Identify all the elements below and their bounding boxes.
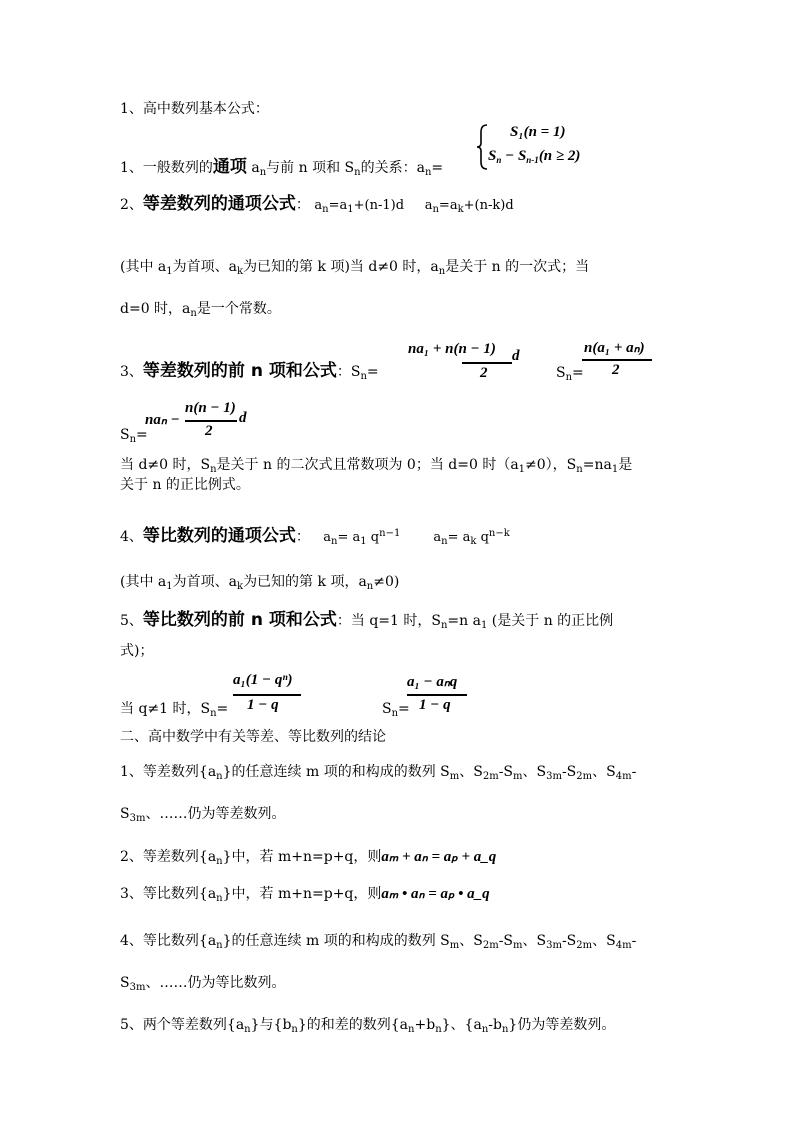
sub: 3m — [546, 940, 562, 951]
t: -b — [488, 1017, 502, 1033]
t: 、S — [459, 933, 483, 949]
t: S — [120, 975, 130, 991]
t: 是关于 n 的二次式且常数项为 0；当 d=0 时（a — [216, 457, 519, 473]
t: ≠0），S — [525, 457, 577, 473]
sub: 1 — [347, 204, 354, 215]
sub: 2m — [482, 940, 499, 951]
sup: n−1 — [379, 528, 401, 539]
t: -S — [498, 933, 514, 949]
t: }中，若 m+n=p+q，则 — [222, 849, 382, 865]
keyword-dengbi-tongxiang: 等比数列的通项公式 — [142, 526, 296, 546]
t: }的和差的数列{a — [297, 1017, 409, 1033]
t: = — [398, 701, 410, 717]
conclusion-3 — [120, 885, 490, 903]
sub: n — [259, 167, 267, 178]
sub: n — [440, 620, 448, 631]
formula-sn-geo-2 — [407, 672, 469, 714]
t: }中，若 m+n=p+q，则 — [222, 886, 382, 902]
den: 1 − q — [247, 697, 279, 713]
sub: 1 — [518, 464, 526, 475]
sub: k — [470, 536, 477, 547]
piecewise-case2 — [488, 148, 580, 165]
formula-sn-arith-3 — [145, 398, 255, 438]
t: =na — [582, 457, 612, 473]
sub: 3m — [129, 813, 146, 824]
sub: 3m — [129, 982, 146, 993]
t: ： — [336, 613, 351, 629]
t: }与{b — [250, 1017, 292, 1033]
formula-sn-arith-1 — [408, 338, 520, 381]
t: +(n-1)d — [353, 198, 405, 213]
t: =a — [438, 198, 458, 213]
t: 为已知的第 k 项)当 d≠0 时，a — [243, 259, 439, 275]
sub: 4m — [615, 771, 632, 782]
sub: m — [513, 771, 523, 782]
sub: k — [237, 581, 244, 592]
sub: 4m — [615, 940, 632, 951]
t: 3、 — [120, 364, 143, 380]
keyword-dengcha-qianxiang: 等差数列的前 n 项和公式 — [142, 361, 337, 381]
t: = — [216, 701, 229, 717]
t: +b — [414, 1017, 436, 1033]
text: 1、一般数列的 — [120, 160, 213, 176]
sub: n — [216, 893, 223, 904]
item3-line — [120, 362, 379, 381]
den: 2 — [205, 423, 213, 439]
t: 、S — [522, 764, 547, 780]
t: 是关于 n 的一次式；当 — [445, 259, 590, 275]
formula-sn-arith-2 — [582, 338, 662, 378]
sub: n — [366, 581, 374, 592]
t: 、S — [522, 933, 547, 949]
sub: n — [331, 536, 338, 547]
fraction-bar — [582, 359, 652, 361]
t: 、S — [459, 764, 483, 780]
num-b: n(n − 1) — [185, 400, 236, 416]
t: (其中 a — [120, 259, 167, 275]
t: = — [572, 365, 584, 381]
sub: 1 — [480, 620, 488, 631]
num: n(a₁ + aₙ) — [584, 340, 645, 356]
t: }、{a — [441, 1017, 482, 1033]
piecewise-case1: S₁(n = 1) — [510, 124, 566, 140]
t: 、S — [592, 764, 616, 780]
sub: n — [438, 266, 446, 277]
t: 是 — [618, 457, 633, 473]
t: a — [323, 530, 332, 545]
keyword-dengcha-tongxiang: 等差数列的通项公式 — [142, 194, 296, 214]
formula-sn-geo-1 — [233, 672, 303, 714]
sub: m — [449, 771, 460, 782]
sub: n — [216, 940, 223, 951]
tail: d — [239, 410, 247, 426]
t: 2、等差数列{a — [120, 849, 217, 865]
t: ： — [336, 364, 351, 380]
t: (其中 a — [120, 574, 167, 590]
keyword-tongxiang: 通项 — [212, 157, 247, 177]
sub: n — [481, 1024, 489, 1035]
item1-line — [120, 158, 443, 177]
sub: n — [408, 1024, 415, 1035]
t: d=0 时，a — [120, 301, 191, 317]
sub: n — [354, 167, 361, 178]
section1-title: 1、高中数列基本公式： — [120, 101, 269, 117]
t: 5、两个等差数列{a — [120, 1017, 245, 1033]
sub: n — [210, 708, 217, 719]
sub: n — [216, 856, 223, 867]
formula: aₘ + aₙ = aₚ + a_q — [381, 849, 497, 865]
text: = — [431, 160, 444, 176]
sub: k — [237, 266, 244, 277]
num: na₁ + n(n − 1) — [408, 341, 496, 357]
conclusion-5 — [120, 1016, 615, 1034]
t: 当 q≠1 时，S — [120, 701, 211, 717]
item4-line — [120, 527, 510, 547]
t: a — [314, 198, 323, 213]
conclusion-1-line2 — [120, 805, 285, 823]
sub: n — [291, 1024, 298, 1035]
sub: m — [449, 940, 460, 951]
item2-line — [120, 195, 514, 215]
sup: n−k — [488, 528, 510, 539]
sub: n — [216, 771, 223, 782]
t: }的任意连续 m 项的和构成的数列 S — [222, 764, 450, 780]
t: }的任意连续 m 项的和构成的数列 S — [222, 933, 450, 949]
item5-cond — [120, 700, 228, 718]
t: = a — [447, 530, 471, 545]
t: (n ≥ 2) — [538, 148, 581, 164]
note3 — [120, 573, 399, 591]
sub: k — [457, 204, 464, 215]
den: 2 — [612, 362, 620, 378]
note1-line1 — [120, 258, 589, 276]
fraction-bar — [233, 694, 301, 696]
sub: n — [322, 204, 329, 215]
t: 当 d≠0 时，S — [120, 457, 211, 473]
t: 当 q=1 时，S — [350, 613, 441, 629]
sub: 2m — [482, 771, 499, 782]
t: ： — [295, 529, 310, 545]
sub: n — [435, 1024, 442, 1035]
sub: m — [513, 940, 523, 951]
text: ： — [295, 197, 310, 213]
sub: 1 — [611, 464, 619, 475]
t: =a — [328, 198, 348, 213]
item3-sn2-label — [556, 364, 584, 382]
sub: n — [129, 434, 137, 445]
den: 1 − q — [419, 697, 451, 713]
num: a₁(1 − qⁿ) — [233, 672, 293, 688]
t: ≠0) — [373, 574, 400, 590]
piecewise-brace — [476, 124, 488, 170]
t: - — [631, 933, 637, 949]
conclusion-1 — [120, 763, 636, 781]
conclusion-2 — [120, 848, 496, 866]
sub: 1 — [360, 536, 367, 547]
t: a — [433, 530, 442, 545]
t: 、……仍为等比数列。 — [145, 975, 286, 991]
item5-line — [120, 611, 613, 630]
sub: n — [432, 204, 439, 215]
text: 与前 n 项和 S — [266, 160, 355, 176]
t: 、……仍为等差数列。 — [145, 806, 286, 822]
sub: 2m — [576, 771, 593, 782]
t: 4、等比数列{a — [120, 933, 217, 949]
sub: n — [576, 464, 583, 475]
t: -S — [498, 764, 514, 780]
text: a — [246, 160, 260, 176]
num-a: naₙ − — [145, 412, 180, 428]
sub: n — [190, 308, 197, 319]
sub: n — [244, 1024, 251, 1035]
t: }仍为等差数列。 — [508, 1017, 616, 1033]
text: 的关系：a — [360, 160, 425, 176]
sub: n — [360, 371, 367, 382]
formula: aₘ • aₙ = aₚ • a_q — [381, 886, 490, 902]
t: 是一个常数。 — [196, 301, 281, 317]
t: =n a — [447, 613, 481, 629]
conclusion-4-line2 — [120, 974, 285, 992]
t: 4、 — [120, 529, 143, 545]
keyword-dengbi-qianxiang: 等比数列的前 n 项和公式 — [142, 610, 337, 630]
t: 3、等比数列{a — [120, 886, 217, 902]
note1-line2 — [120, 300, 281, 318]
sub: 2m — [576, 940, 593, 951]
sub: n — [210, 464, 217, 475]
sub: n — [501, 1024, 509, 1035]
t: = — [136, 427, 148, 443]
t: = a — [337, 530, 361, 545]
t: q — [366, 530, 380, 545]
section2-title: 二、高中数学中有关等差、等比数列的结论 — [120, 729, 386, 745]
sub: 3m — [546, 771, 562, 782]
sub: n — [424, 167, 432, 178]
formula — [314, 198, 513, 213]
t: S — [120, 806, 130, 822]
tail: d — [512, 348, 520, 364]
den: 2 — [480, 365, 488, 381]
t: 1、等差数列{a — [120, 764, 217, 780]
fraction-bar — [407, 694, 467, 696]
note2-line2: 关于 n 的正比例式。 — [120, 477, 250, 493]
sub: 1 — [166, 266, 173, 277]
t: S — [350, 364, 361, 380]
formula — [323, 530, 510, 545]
num: a₁ − aₙq — [407, 674, 458, 690]
t: +(n-k)d — [463, 198, 514, 213]
t: S — [488, 148, 497, 164]
sub: n — [565, 372, 573, 383]
t: (是关于 n 的正比例 — [487, 613, 614, 629]
conclusion-4 — [120, 932, 636, 950]
t: -S — [561, 933, 577, 949]
t: 为首项、a — [172, 259, 237, 275]
sub: n-1 — [526, 155, 539, 165]
t: - — [631, 764, 637, 780]
item3-sn3-label — [120, 426, 148, 444]
sub: n — [391, 708, 399, 719]
item5-line2: 式)； — [120, 643, 154, 659]
fraction-bar — [185, 420, 237, 422]
t: 、S — [592, 933, 616, 949]
sub: n — [441, 536, 448, 547]
t: -S — [561, 764, 577, 780]
text: 2、 — [120, 197, 143, 213]
t: S — [556, 365, 566, 381]
sub: 1 — [166, 581, 173, 592]
t: a — [424, 198, 433, 213]
t: 为首项、a — [172, 574, 237, 590]
t: − S — [501, 148, 527, 164]
fraction-bar — [462, 362, 512, 364]
t: 5、 — [120, 613, 143, 629]
t: q — [476, 530, 489, 545]
note2-line1 — [120, 456, 632, 474]
t: S — [120, 427, 130, 443]
brace-icon — [476, 124, 488, 170]
t: 为已知的第 k 项，a — [243, 574, 367, 590]
sub: n — [496, 155, 502, 165]
t: = — [366, 364, 379, 380]
t: S — [382, 701, 392, 717]
item5-sn2-label — [382, 700, 410, 718]
